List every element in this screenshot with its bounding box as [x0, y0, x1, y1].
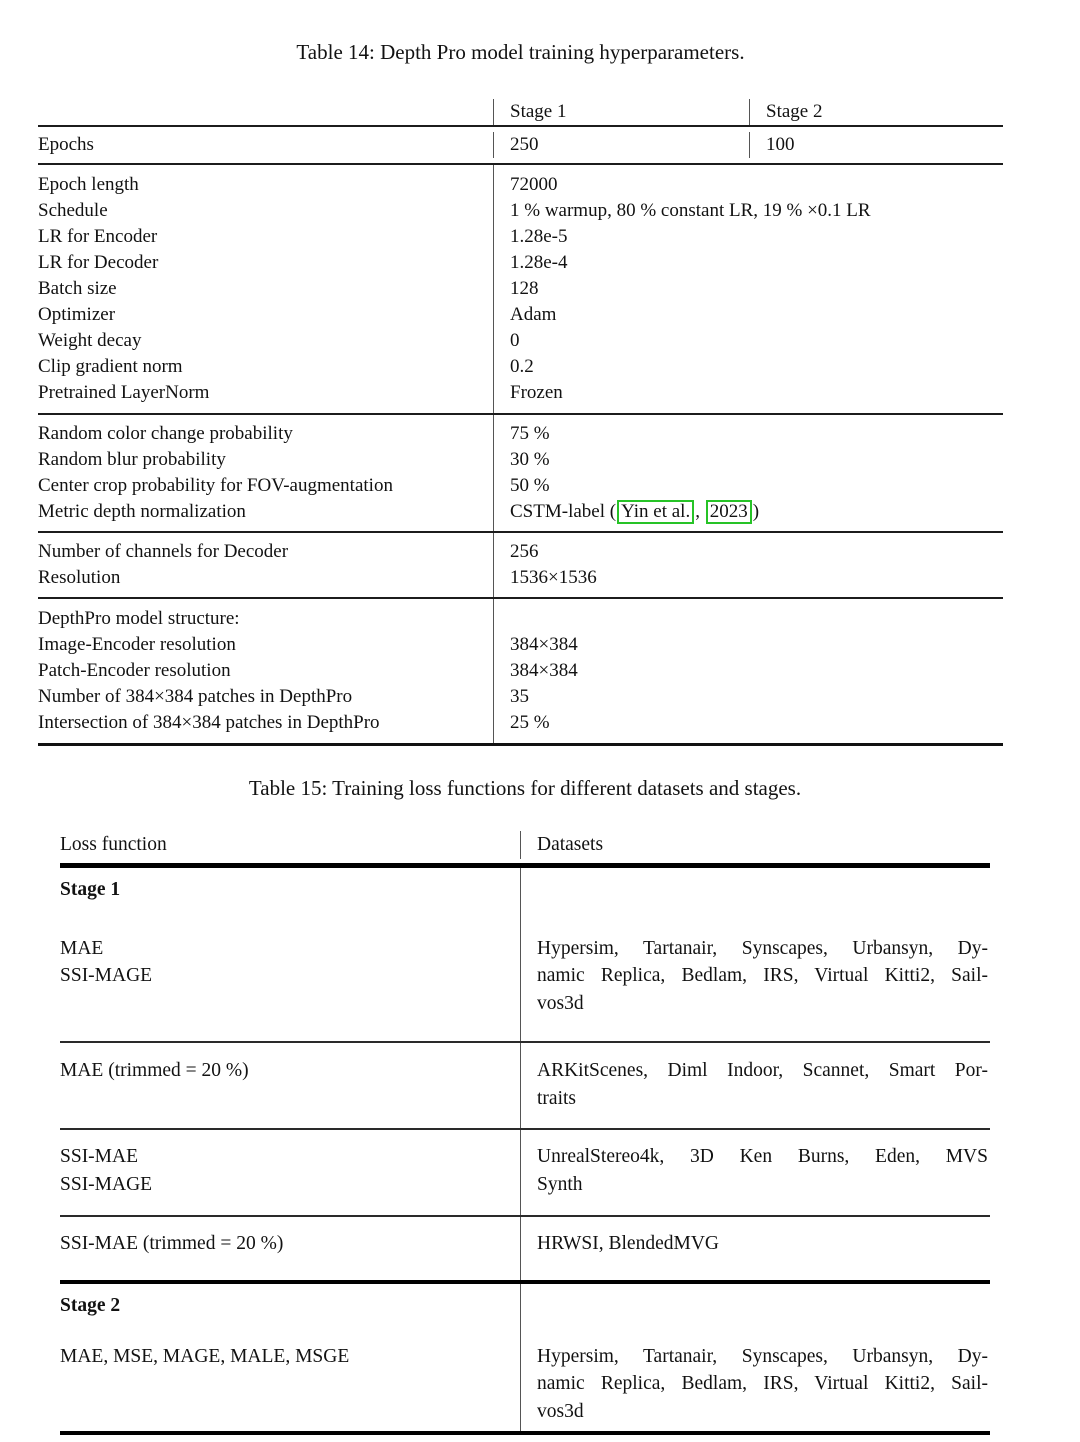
- citation-prefix: CSTM-label (: [510, 501, 617, 522]
- table15-caption: Table 15: Training loss functions for different datasets and stages.: [248, 776, 802, 800]
- loss-cell: [60, 1043, 520, 1128]
- table15-row: [60, 1329, 990, 1436]
- param-label: Weight decay: [38, 330, 142, 351]
- param-label: Intersection of 384×384 patches in DepthPro: [38, 712, 380, 733]
- loss-cell: [60, 1130, 520, 1215]
- dataset-line: UnrealStereo4k, 3D Ken Burns, Eden, MVS: [537, 1146, 988, 1167]
- param-values: [493, 533, 1003, 597]
- param-value: 384×384: [510, 634, 578, 655]
- param-value: 75 %: [510, 423, 550, 444]
- stage2-label: Stage 2: [60, 1294, 121, 1316]
- loss-line: SSI-MAGE: [60, 1173, 153, 1195]
- table14-decoder-block: [38, 533, 1003, 599]
- loss-cell: [60, 1217, 520, 1280]
- param-value-stage1: 250: [493, 132, 749, 158]
- dataset-line: namic Replica, Bedlam, IRS, Virtual Kitti2, Sail-: [537, 965, 988, 986]
- table15-row: [60, 1041, 990, 1128]
- param-value: Adam: [510, 304, 557, 325]
- table15-header-loss: Loss function: [60, 834, 167, 855]
- param-label: LR for Encoder: [38, 226, 158, 247]
- param-label: Optimizer: [38, 304, 116, 325]
- param-label: Number of 384×384 patches in DepthPro: [38, 686, 353, 707]
- datasets-cell: [520, 913, 990, 1042]
- dataset-line: Hypersim, Tartanair, Synscapes, Urbansyn, Dy-: [537, 1345, 988, 1367]
- table14-epochs-row: [38, 127, 1003, 165]
- param-label: Batch size: [38, 278, 117, 299]
- param-value: 384×384: [510, 660, 578, 681]
- table14-caption: Table 14: Depth Pro model training hyperparameters.: [296, 40, 745, 64]
- dataset-line: traits: [537, 1087, 576, 1109]
- loss-line: SSI-MAE (trimmed = 20 %): [60, 1233, 284, 1254]
- table15-row: [60, 1128, 990, 1215]
- dataset-line: ARKitScenes, Diml Indoor, Scannet, Smart Por-: [537, 1060, 988, 1081]
- table14-header-row: [38, 92, 1003, 127]
- param-label: Random blur probability: [38, 449, 226, 470]
- param-value: 1 % warmup, 80 % constant LR, 19 % ×0.1 LR: [510, 200, 871, 221]
- loss-line: MAE (trimmed = 20 %): [60, 1060, 249, 1081]
- table15-header-row: [60, 828, 990, 868]
- param-labels: [38, 599, 493, 743]
- loss-line: SSI-MAE: [60, 1146, 139, 1167]
- table15-row: [60, 913, 990, 1042]
- param-value: 1.28e-4: [510, 252, 568, 273]
- param-value: 50 %: [510, 475, 550, 496]
- param-label: Center crop probability for FOV-augmentation: [38, 475, 393, 496]
- param-value: Frozen: [510, 382, 563, 403]
- param-value: [510, 606, 1003, 632]
- table14-header-empty: [38, 99, 493, 125]
- param-value: 30 %: [510, 449, 550, 470]
- param-value: 1536×1536: [510, 567, 597, 588]
- param-labels: [38, 533, 493, 597]
- param-values: [493, 415, 1003, 531]
- param-label: Patch-Encoder resolution: [38, 660, 231, 681]
- param-value: 256: [510, 541, 539, 562]
- empty-datasets-cell: [520, 868, 990, 913]
- citation-suffix: ): [752, 501, 760, 522]
- param-value: 1.28e-5: [510, 226, 568, 247]
- table14-header-stage1: Stage 1: [493, 99, 749, 125]
- table-14: [38, 92, 1003, 746]
- param-value: 35: [510, 686, 529, 707]
- param-value: 128: [510, 278, 539, 299]
- param-value-with-citation: [510, 499, 1003, 525]
- dataset-line: Hypersim, Tartanair, Synscapes, Urbansyn, Dy-: [537, 937, 988, 959]
- param-label: LR for Decoder: [38, 252, 159, 273]
- dataset-line: Synth: [537, 1173, 583, 1195]
- param-values: [493, 599, 1003, 743]
- datasets-cell: [520, 1043, 990, 1128]
- citation-link-year[interactable]: 2023: [706, 500, 752, 524]
- citation-link-author[interactable]: Yin et al.: [617, 500, 694, 524]
- param-value: 0: [510, 330, 520, 351]
- param-label: Epochs: [38, 134, 94, 155]
- loss-cell: [60, 913, 520, 1042]
- datasets-cell: [520, 1130, 990, 1215]
- param-label: Resolution: [38, 567, 121, 588]
- empty-datasets-cell: [520, 1284, 990, 1329]
- param-value: 25 %: [510, 712, 550, 733]
- param-value-stage2: 100: [749, 132, 1003, 158]
- table15-row: [60, 1215, 990, 1280]
- table14-augmentation-block: [38, 415, 1003, 533]
- stage1-label: Stage 1: [60, 878, 121, 900]
- param-label: Metric depth normalization: [38, 501, 246, 522]
- loss-line: MAE: [60, 937, 104, 959]
- param-label: Number of channels for Decoder: [38, 541, 289, 562]
- param-value: 72000: [510, 174, 558, 195]
- loss-line: MAE, MSE, MAGE, MALE, MSGE: [60, 1345, 350, 1367]
- datasets-cell: [520, 1217, 990, 1280]
- param-label: Epoch length: [38, 174, 139, 195]
- table-15: [60, 828, 990, 1435]
- param-label: Pretrained LayerNorm: [38, 382, 210, 403]
- dataset-line: vos3d: [537, 992, 584, 1014]
- param-label: DepthPro model structure:: [38, 608, 240, 629]
- citation-separator: ,: [695, 501, 705, 522]
- loss-cell: [60, 1329, 520, 1432]
- table15-stage2-heading-row: [60, 1280, 990, 1329]
- table15-stage1-heading-row: [60, 868, 990, 913]
- param-labels: [38, 165, 493, 413]
- param-labels: [38, 415, 493, 531]
- dataset-line: vos3d: [537, 1400, 584, 1422]
- table15-header-datasets: Datasets: [520, 831, 990, 859]
- param-label: Random color change probability: [38, 423, 293, 444]
- datasets-cell: [520, 1329, 990, 1432]
- loss-line: SSI-MAGE: [60, 965, 153, 986]
- param-label: Image-Encoder resolution: [38, 634, 236, 655]
- table14-training-block: [38, 165, 1003, 415]
- param-label: Clip gradient norm: [38, 356, 183, 377]
- dataset-line: HRWSI, BlendedMVG: [537, 1233, 719, 1254]
- dataset-line: namic Replica, Bedlam, IRS, Virtual Kitti2, Sail-: [537, 1373, 988, 1394]
- table14-structure-block: [38, 599, 1003, 746]
- param-label: Schedule: [38, 200, 108, 221]
- param-value: 0.2: [510, 356, 534, 377]
- table14-header-stage2: Stage 2: [749, 99, 1003, 125]
- param-values: [493, 165, 1003, 413]
